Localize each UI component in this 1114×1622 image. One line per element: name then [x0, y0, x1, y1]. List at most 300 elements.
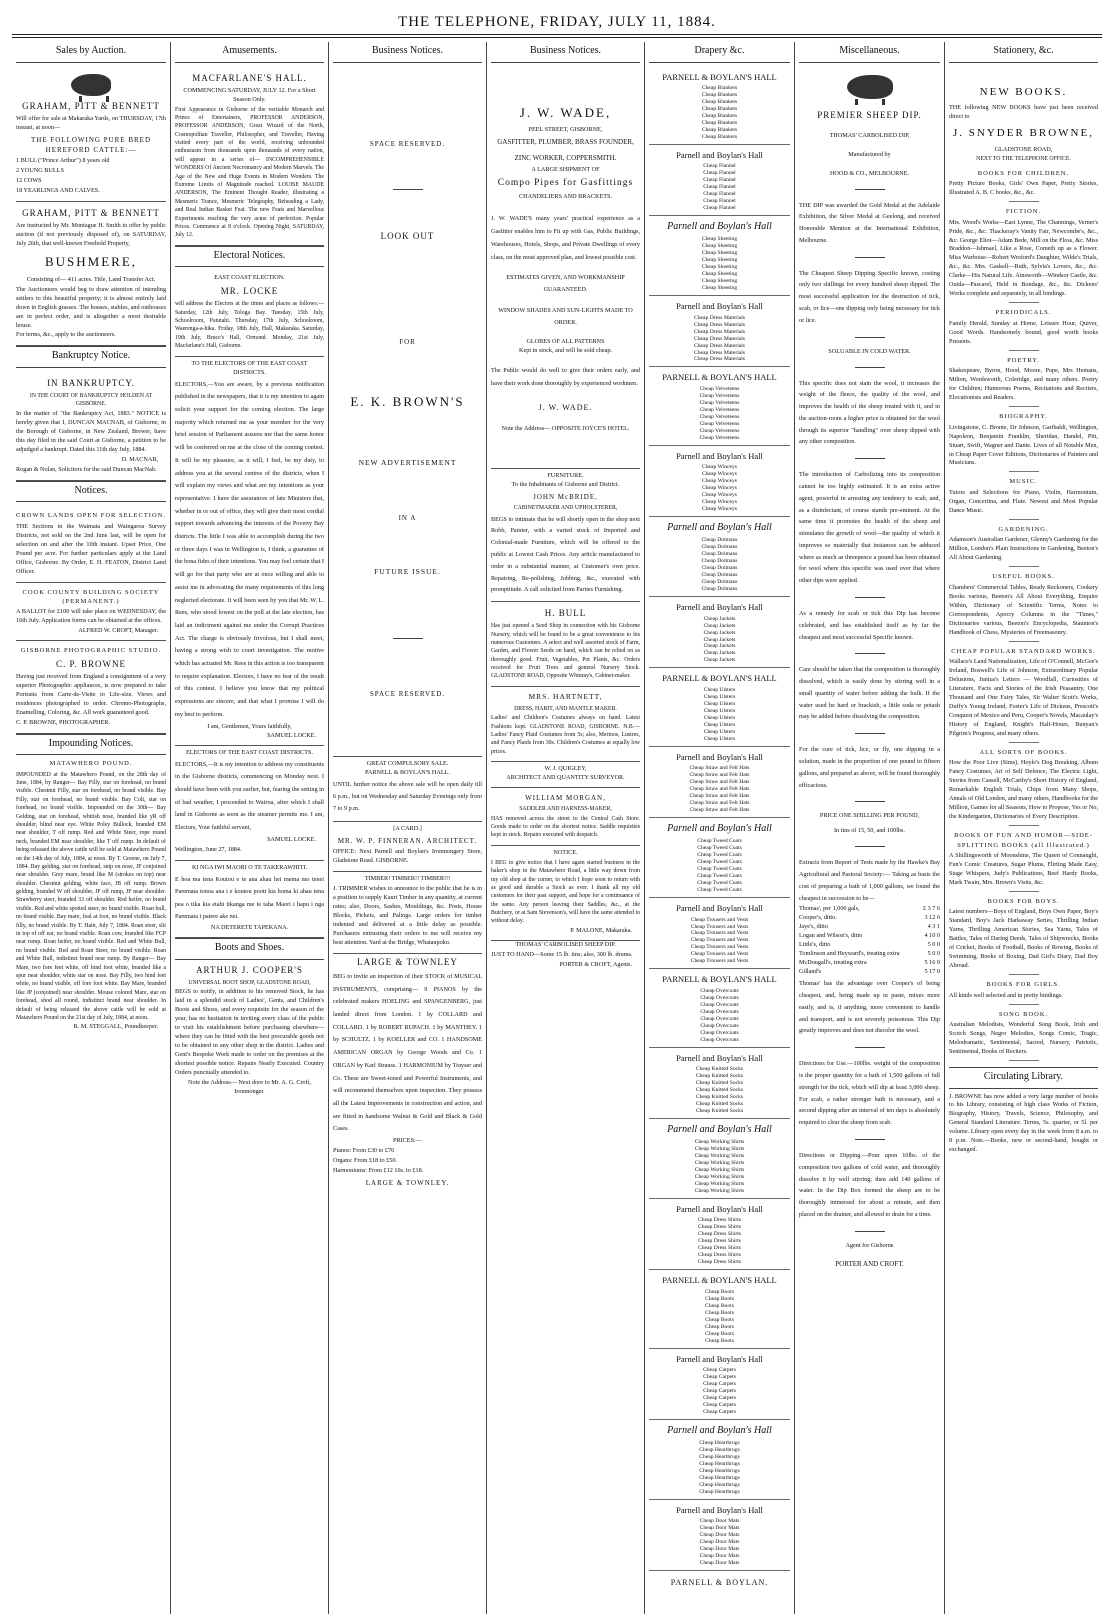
- crown-title: CROWN LANDS OPEN FOR SELECTION.: [16, 512, 166, 520]
- drapery-item: Cheap Jackets: [703, 636, 736, 643]
- book-section-head: PERIODICALS.: [995, 309, 1052, 317]
- book-section-text: How the Poor Live (Sims), Hoyle's Dog Breaking, Album Fancy Costumes, Art of Self Defence, The Electric Light, Stories from Cassell, McCarthy's Short History of England, Remarkable English Trials, Chips from Many Shops, Annals of Old London, and many others, Handbooks for the Million, Games for all Seasons, How to Propose, Yes or No, the Kindergarten, Dictionaries of Every Description.: [949, 759, 1099, 821]
- misc-p5: As a remedy for scab or tick this Dip has become celebrated, and has established itself as by far the cheapest and most successful Specific known.: [799, 610, 940, 641]
- drapery-item: Cheap Velveteens: [699, 399, 740, 406]
- boots-addr: Note the Address— Next door to Mr. A. G. Croft, Ironmonger.: [188, 1079, 311, 1096]
- drapery-item: Cheap Velveteens: [699, 385, 740, 392]
- misc-p7: For the cure of tick, lice, or fly, one dipping in a solution, made in the proportion of one pound to fifteen gallons, and prepared as above, will be found thoroughly efficacious.: [799, 746, 940, 789]
- drapery-item: Cheap Tweed Coats: [697, 873, 742, 880]
- sale-text: UNTIL further notice the above sale will be open daily till 6 p.m., but on Wednesday and Saturday Evenings only from 7 to 9 p.m.: [333, 780, 482, 813]
- book-section-text: Tutors and Selections for Piano, Violin, Harmonium, Organ, Concertina, and Flute. Newest and Most Popular Dance Music.: [949, 488, 1098, 514]
- drapery-item: Cheap Hearthrugs: [699, 1447, 740, 1454]
- drapery-item: Cheap Door Mats: [699, 1518, 740, 1525]
- drapery-block: [649, 296, 790, 367]
- book-section-head: USEFUL BOOKS.: [992, 573, 1055, 581]
- wade-text: J. W. WADE'S many years' practical experience as a Gasfitter enables him to Fit up with Gas, Public Buildings, Warehouses, Hotels, Shops, and Private Dwellings of every class, on the most approved plan, and lowest possible cost.: [491, 214, 640, 261]
- lt-sig: LARGE & TOWNLEY.: [365, 1178, 450, 1187]
- drapery-item: Cheap Jackets: [703, 629, 736, 636]
- cost-table-label: McDougall's, treating extra: [799, 959, 867, 967]
- wade-sig: J. W. WADE.: [538, 402, 593, 412]
- misc-p6: Care should be taken that the composition is thoroughly dissolved, which is easily done by stirring well in a small quantity of water before adding the bulk. If the water used be hard or brackish, a little soda or potash may be added before dissolving the composition.: [799, 666, 940, 721]
- misc-agent-name: PORTER AND CROFT.: [835, 1259, 904, 1268]
- drapery-item: Cheap Flannel: [703, 169, 736, 176]
- drapery-item: Cheap Knitted Socks: [695, 1093, 744, 1100]
- drapery-item: Cheap Dolmans: [701, 558, 738, 565]
- drapery-item: Cheap Winceys: [702, 491, 737, 498]
- dip-text: JUST TO HAND—Some 15 lb. tins; also, 300 lb. drums.: [491, 950, 633, 958]
- drapery-item: Cheap Boots: [705, 1316, 734, 1323]
- large-townley-ad: [333, 956, 482, 1188]
- drapery-item: Cheap Ulsters: [703, 728, 736, 735]
- drapery-title: Parnell and Boylan's Hall: [667, 1424, 772, 1436]
- photo-sig: C. P. BROWNE, PHOTOGRAPHER.: [16, 718, 110, 726]
- drapery-item: Cheap Sheeting: [701, 278, 738, 285]
- drapery-item: Cheap Winceys: [702, 477, 737, 484]
- drapery-item: Cheap Dolmans: [701, 579, 738, 586]
- drapery-item: Cheap Carpets: [703, 1408, 736, 1415]
- drapery-item: Cheap Door Mats: [699, 1546, 740, 1553]
- sale-sub: PARNELL & BOYLAN'S HALL.: [365, 768, 450, 776]
- drapery-block: [649, 67, 790, 145]
- drapery-item: Cheap Flannel: [703, 163, 736, 169]
- drapery-title: Parnell and Boylan's Hall: [667, 1123, 772, 1135]
- misc-tins: In tins of 15, 50, and 100lbs.: [834, 827, 905, 835]
- furniture-ad: [491, 469, 640, 602]
- drapery-item: Cheap Velveteens: [699, 392, 740, 399]
- cost-table-label: Tomlinson and Heyward's, treating extra: [799, 950, 900, 958]
- book-section-text: Latest numbers—Boys of England, Boys Own Paper, Boy's Standard, Boy's Jack Harkaway Series, Thrilling Indian Yarns, Thrilling American Stories, Sea Yarns, Tales of Battles, Tales of Daring Deeds, Tales of Shipwrecks, Books of Cricket, Books of Football, Books of Rowing, Books of Swimming, Books of Boxing, Dad Girl's Diary, Dad Boy Abroad.: [949, 908, 1098, 970]
- hall-text: First Appearance in Gisborne of the veritable Monarch and Prince of Entertainers, PROFESSOR ANDERSON, PROFESSOR ANDERSON, Great Wizard of the North, Cosmopolitan Traveller, Philosopher, and Traveller, Having visited every part of the world, receiving unbounded enthusiasm from thousands upon thousands of every nation, will appear in a series of— INCOMPREHENSIBLE WONDERS Of Ancient Necromancy and Modern Marvels. The Age of the New and Huge Events in Modern Wonders. The Extreme Limits of Magnitude reached. LOUISE MAUDE ANDERSON, The Eminent Thought Reader, illustrating a Mesmeric Trance, Mesmeric Telegraphy, Beheading a Lady, and Real Indian Basket Feat. The new Feats and Marvellous Experiments reaching the very acme of perfection. Popular Prices. Commence at 8 o'clock. Opening Night, SATURDAY, July 12.: [175, 106, 324, 239]
- drapery-item: Cheap Knitted Socks: [695, 1100, 744, 1107]
- auction-ad: [16, 67, 166, 202]
- dip-title: THOMAS' CARBOLISED SHEEP DIP.: [515, 940, 616, 948]
- drapery-item: Cheap Boots: [705, 1337, 734, 1344]
- electors2-text: ELECTORS,—It is my intention to address my constituents in the Gisborne districts, commencing on Monday next. I should have been with you earlier, but, fearing the setting in of bad weather, I proceeded to Wairoa, after which I shall land in Gisborne as soon as the steamer permits me. I am, Electors, Your faithful servant,: [175, 760, 324, 832]
- drapery-title: Parnell and Boylan's Hall: [676, 602, 763, 613]
- cook-text: A BALLOT for £100 will take place on WEDNESDAY, the 16th July. Application forms can be obtained at the offices.: [16, 608, 166, 625]
- electors-close: I am, Gentlemen, Yours faithfully,: [207, 722, 292, 730]
- drapery-title: PARNELL & BOYLAN'S HALL: [662, 372, 777, 383]
- drapery-item: Cheap Dress Materials: [694, 349, 745, 356]
- book-section-head: BOOKS OF FUN AND HUMOR—SIDE-SPLITTING BOOKS (all Illustrated.): [954, 832, 1093, 849]
- drapery-item: Cheap Dress Materials: [694, 328, 745, 335]
- drapery-item: Cheap Overcoats: [700, 1036, 739, 1043]
- maori-title: KI NGA IWI MAORI O TE TAKERAWHITI.: [191, 863, 308, 871]
- drapery-block: [649, 898, 790, 969]
- section-divider: [1009, 302, 1039, 303]
- cook-sig: ALFRED W. CROFT, Manager.: [78, 627, 158, 635]
- section-divider: [1009, 742, 1039, 743]
- drapery-item: Cheap Carpets: [703, 1380, 736, 1387]
- drapery-item: Cheap Straw and Felt Hats: [689, 778, 750, 785]
- book-section-text: Shakespeare, Byron, Hood, Moore, Pope, Mrs Hemans, Milton, Wordsworth, Coleridge, and many others. Poetry for Children; Humorous Poems, Recitations and Reciters, Elocutionists and Readers.: [949, 367, 1098, 402]
- section-divider: [1009, 825, 1039, 826]
- impound-sig: R. M. STEGGALL, Poundkeeper.: [73, 1023, 158, 1031]
- library-text: J. BROWNE has now added a very large number of books to his Library, consisting of high class Works of Fiction, Biography, History, Travels, Science, Philosophy, and General Standard Literature. Terms, 5s. quarter, or 5l. per volume. Library open every day in the week from 8 a.m. to 8 p.m. Note.—Books, new or second-hand, bought or exchanged.: [949, 1092, 1098, 1154]
- stationery-name: J. SNYDER BROWNE,: [953, 127, 1094, 140]
- drapery-item: Cheap Dress Materials: [694, 335, 745, 342]
- drapery-item: Cheap Tweed Coats: [697, 859, 742, 866]
- drapery-item: Cheap Ulsters: [703, 707, 736, 714]
- drapery-item: Cheap Dress Shirts: [698, 1238, 741, 1245]
- cost-table-value: 5 16 0: [924, 959, 940, 967]
- wade-public: The Public would do well to give their orders early, and have their work done thoroughly by experienced workmen.: [491, 366, 640, 387]
- section-divider: [1009, 1060, 1039, 1061]
- electors-text: ELECTORS,—You are aware, by a previous notification published in the newspapers, that it is my intention to again solicit your support for the coming election. The large majority which returned me as your member for the very brief session of Parliament assures me that the same honor will be conferred on me at the close of the coming contest. It will be my pleasure, as it will, I feel, be my duty, to address you at the several centres of the districts, when I will explain my views and what are my intentions as your representative. I have the assurances of late Ministers that, whether in or out of office, they will give their most cordial support towards advancing the interests of the Poverty Bay districts. The little I was able to accomplish during the two or three days I was in Wellington is, I think, a guarantee of the bona fides of their intentions. You may feel certain that I will go for that party who are at once willing and able to assist me in advocating the many requirements of this long neglected electorate. It will been seen by you that Mr. W. L. Rees, who stood lowest on the poll at the late election, has laid an indictment against me under the Corrupt Practices Act. The charge is obviously frivolous, but I shall meet, having a strong wish to court investigation. The motive which has actuated Mr. Rees in this action is too transparent to require explanation. Electors, I have no fear of the result of this contest. I believe you know that my political expressions are sincere, and that what I promise I will do my best to perform.: [175, 380, 324, 718]
- drapery-item: Cheap Dolmans: [701, 537, 738, 544]
- book-section-text: Family Herald, Sunday at Home, Leisure Hour, Quiver, Good Words. Handsomely bound, good worth books Presents.: [949, 319, 1098, 345]
- lot-item: 18 YEARLINGS AND CALVES.: [16, 186, 100, 194]
- drapery-item: Cheap Sheeting: [701, 285, 738, 292]
- drapery-item: Cheap Blankets: [701, 98, 738, 105]
- lt-text: BEG to invite an inspection of their STOCK of MUSICAL INSTRUMENTS, comprising— 9 PIANOS by the celebrated makers HOELING and SPANGENBERG, just landed direct from London. 1 by COLLARD and COLLARD. 1 by ROBERT RUPACH. 1 by MANTHEY. 1 by SCHULTZ. 1 by KOELLER and CO. 1 HANDSOME AMERICAN ORGAN by George Woods and Co. 1 ORGAN by Karl Strauss. 1 HARMONIUM by Trayser and Co. These are Sweet-toned and Powerful Instruments, and will recommend themselves upon inspection. They possess all the Latest Improvements in construction and action, and are fitted in handsome Walnut & Gold and Black & Gold Cases.: [333, 972, 482, 1133]
- section-divider: [1009, 406, 1039, 407]
- notice-title: NOTICE.: [553, 848, 578, 856]
- drapery-item: Cheap Door Mats: [699, 1539, 740, 1546]
- drapery-item: Cheap Working Shirts: [694, 1139, 745, 1146]
- bankruptcy-sol: Rogan & Nolan, Solicitors for the said Duncan MacNab.: [16, 465, 157, 473]
- drapery-item: Cheap Dress Materials: [694, 321, 745, 328]
- drapery-block: [649, 1349, 790, 1420]
- cost-table-value: 3 12 6: [924, 914, 940, 922]
- property-sub: Consisting of— 411 acres. Title, Land Transfer Act.: [26, 275, 156, 283]
- misc-p9: Thomas' has the advantage over Cooper's of being cheapest, and, being made up in paste, mixes more easily, and is, if anything, more convenient to handle and transport, and is not severely poisonous. This Dip greatly improves and does not discolor the wool.: [799, 980, 940, 1035]
- drapery-item: Cheap Dress Shirts: [698, 1252, 741, 1259]
- bull-illustration-icon: [71, 74, 111, 96]
- cost-table-label: Jaye's, ditto: [799, 923, 828, 931]
- misc-price: PRICE ONE SHILLING PER POUND,: [819, 812, 920, 820]
- sheep-illustration-icon: [847, 75, 893, 99]
- book-section-text: Pretty Picture Books, Girls' Own Paper, Pretty Stories, Illustrated A. B. C books, &c., &c.: [949, 180, 1098, 197]
- drapery-item: Cheap Dress Materials: [694, 314, 745, 321]
- drapery-item: Cheap Tweed Coats: [697, 845, 742, 852]
- drapery-title: Parnell and Boylan's Hall: [676, 149, 763, 160]
- hall-date: COMMENCING SATURDAY, JULY 12. For a Short Season Only.: [183, 86, 316, 103]
- wade-ship: A LARGE SHIPMENT OF: [531, 166, 600, 174]
- cost-table-row: [799, 968, 940, 977]
- cost-table-value: £ 3 7 6: [922, 905, 940, 913]
- drapery-item: Cheap Boots: [705, 1288, 734, 1295]
- drapery-item: Cheap Trousers and Vests: [690, 944, 749, 951]
- quigley-sub: ARCHITECT AND QUANTITY SURVEYOR.: [506, 774, 625, 782]
- book-section-head: BOOKS FOR CHILDREN.: [977, 169, 1070, 177]
- cost-table-row: [799, 932, 940, 941]
- drapery-item: Cheap Dress Shirts: [698, 1259, 741, 1266]
- drapery-item: Cheap Dress Materials: [694, 356, 745, 363]
- drapery-block: [649, 446, 790, 517]
- bankruptcy-sig: D. MACNAB,: [121, 455, 158, 463]
- boots-ad: [175, 964, 324, 1097]
- lot-item: 1 BULL ("Prince Arthur") 8 years old: [16, 156, 110, 164]
- drapery-item: Cheap Jackets: [703, 657, 736, 664]
- drapery-item: Cheap Carpets: [703, 1373, 736, 1380]
- drapery-item: Cheap Knitted Socks: [695, 1065, 744, 1072]
- book-section-head: FICTION.: [1005, 208, 1042, 216]
- book-section-head: GARDENING.: [998, 525, 1049, 533]
- drapery-item: Cheap Carpets: [703, 1401, 736, 1408]
- book-sections: [949, 169, 1098, 1061]
- wade-window: WINDOW SHADES AND SUN-LIGHTS MADE TO ORDER.: [498, 306, 633, 327]
- misc-maker: HOOD & CO., MELBOURNE.: [829, 169, 910, 177]
- cost-table-row: [799, 923, 940, 932]
- column-head: Miscellaneous.: [799, 42, 940, 63]
- cost-table-value: 5 17 0: [924, 968, 940, 976]
- drapery-block: [649, 1119, 790, 1199]
- drapery-item: Cheap Dress Shirts: [698, 1231, 741, 1238]
- drapery-item: Cheap Carpets: [703, 1394, 736, 1401]
- boots-sub: UNIVERSAL BOOT SHOP, GLADSTONE ROAD,: [188, 979, 311, 986]
- section-divider: [1009, 471, 1039, 472]
- drapery-block: [649, 969, 790, 1047]
- drapery-item: Cheap Working Shirts: [694, 1174, 745, 1181]
- stationery-road: GLADSTONE ROAD,: [994, 146, 1053, 154]
- drapery-item: Cheap Trousers and Vests: [690, 923, 749, 930]
- drapery-item: Cheap Overcoats: [700, 994, 739, 1001]
- drapery-item: Cheap Straw and Felt Hats: [689, 764, 750, 771]
- drapery-item: Cheap Flannel: [703, 204, 736, 211]
- electors-letter: [175, 357, 324, 746]
- drapery-block: [649, 818, 790, 898]
- drapery-item: Cheap Winceys: [702, 470, 737, 477]
- book-section-text: Wallace's Land Nationalization, Life of O'Connell, McGee's Ireland, Boswell's Life of Johnson, Extraordinary Popular Delusions, Junius's Letters — Woodfall, Curiosities of Literature, Facts and Stories of the Irish Peasantry, One Thousand and One Fairy Tales, Sir Walter Scott's Works, Duffy's Young Ireland, Foster's Life of Dickens, Prescott's Conquest of Mexico and Peru, Cooper's Novels, Macaulay's History of England, Knight's Half-Hours, Bunyan's Pilgrim's Progress, and many others.: [949, 657, 1098, 737]
- drapery-item: Cheap Boots: [705, 1302, 734, 1309]
- drapery-item: Cheap Sheeting: [701, 264, 738, 271]
- drapery-title: Parnell and Boylan's Hall: [676, 903, 763, 914]
- column-head: Business Notices.: [333, 42, 482, 63]
- drapery-title: Parnell and Boylan's Hall: [676, 301, 763, 312]
- drapery-item: Cheap Ulsters: [703, 721, 736, 728]
- wade-chandeliers: CHANDELIERS AND BRACKETS.: [519, 192, 612, 200]
- cost-table-row: [799, 914, 940, 923]
- notice-text: I BEG to give notice that I have again started business in the baker's shop in the Matawhero Road, a little way down from my old shop at the corner, to which I hope soon to return with as good and durable a Stock as ever. I thank all my old customers for their past support, and hope for a continuance of the same. Any person leaving their Saddles, &c., at the Butchery, or at Sam Stevenson's, will have the same attended to without delay.: [491, 859, 640, 925]
- drapery-item: Cheap Knitted Socks: [695, 1086, 744, 1093]
- finneran-text: OFFICE: Next Parnell and Boylan's Ironmongery Store, Gladstone Road. GISBORNE.: [333, 848, 482, 864]
- masthead-rule-2: [12, 37, 1102, 38]
- photo-name: C. P. BROWNE: [55, 658, 126, 669]
- cost-table-row: [799, 905, 940, 914]
- stationery-intro: THE following NEW BOOKS have just been received direct to: [949, 104, 1098, 121]
- drapery-item: Cheap Sheeting: [701, 271, 738, 278]
- wade-ad: [491, 67, 640, 470]
- drapery-item: Cheap Flannel: [703, 197, 736, 204]
- furn-head: FURNITURE.: [547, 472, 584, 480]
- drapery-block: [649, 145, 790, 216]
- drapery-block: [649, 597, 790, 668]
- column-head: Amusements.: [175, 42, 324, 63]
- drapery-item: Cheap Dolmans: [701, 565, 738, 572]
- price-line: Organs: From £18 to £50.: [333, 1157, 397, 1165]
- future-issue: FUTURE ISSUE.: [374, 566, 441, 576]
- quigley: W. J. QUIGLEY,: [544, 765, 587, 773]
- drapery-block: [649, 517, 790, 597]
- cost-table: [799, 905, 940, 977]
- impound-title: MATAWHERO POUND.: [49, 760, 133, 768]
- drapery-item: Cheap Tweed Coats: [697, 866, 742, 873]
- drapery-item: Cheap Hearthrugs: [699, 1440, 740, 1447]
- drapery-item: Cheap Door Mats: [699, 1553, 740, 1560]
- book-section-head: MUSIC.: [1009, 478, 1038, 486]
- new-advertisement: NEW ADVERTISEMENT: [358, 457, 457, 467]
- photo-text: Having just received from England a consignment of a very superior Photographic appliances, is now prepared to take Portraits from Carte-de-Visite to Life-size. Views and residences photographed to order. Chromo-Photographs, Enamelling, Coloring, &c. All work guaranteed good.: [16, 672, 166, 716]
- book-section-head: BOOKS FOR GIRLS.: [986, 981, 1061, 989]
- notice-sig: P. MALONE, Makaraka.: [570, 926, 632, 934]
- book-section-text: Chambers' Commercial Tables, Ready Reckoners, Cookery Books various, Beeton's All About Everything, Enquire Within, Dictionary of Scientific Terms, Notes to Correspondents, Apocry Columns in the "Times," Dictionaries various, Beeton's Encyclopedia, Staunton's Handbook of Chess, Mysteries of Freemasonry.: [949, 583, 1098, 636]
- space-reserved-2: SPACE RESERVED.: [369, 689, 446, 698]
- drapery-title: Parnell and Boylan's Hall: [676, 1353, 763, 1364]
- ek-brown: E. K. BROWN'S: [350, 393, 465, 409]
- sale-ad: [333, 757, 482, 822]
- drapery-item: Cheap Blankets: [701, 84, 738, 91]
- crown-text: THE Sections in the Waimata and Waingaroa Survey Districts, not sold on the 2nd June last, will be open for selection on and after the 10th instant. Upset Price, One Pound per acre. For further particulars apply at the Land Office, Gisborne. By Order, E. H. FEATON, District Land Officer.: [16, 522, 166, 575]
- book-section-head: BOOKS FOR BOYS.: [987, 897, 1060, 905]
- locke-name: MR. LOCKE: [220, 286, 279, 297]
- misc-p10: Directions for Use.—100lbs. weight of the composition is the proper quantity for a bath of 1,500 gallons of full strength for the tick, which will dip at least 3,000 sheep. For scab, a rather stronger bath is necessary, and a second dipping after an interval of ten days is absolutely required to clear the sheep from scab.: [799, 1060, 940, 1127]
- boots-text: BEGS to notify, in addition to his removed Stock, he has laid in a splendid stock of Ladies', Gents, and Children's Boots and Shoes, and every requisite for the season of the year, has no hesitation in inviting every class of the public to visit his establishment before purchasing elsewhere—where they can be fitted with the best procurable goods not to be obtained in any other shop in the district. Ladies and Gent's Bespoke Work made to order on the premises at the shortest possible notice. Repairs Neatly Executed. Country Orders punctually attended to.: [175, 988, 324, 1077]
- maori-sig: NA DETERETE TAPEKANA.: [210, 924, 289, 932]
- price-line: Harmoniums: From £12 10s. to £18.: [333, 1167, 424, 1174]
- drapery-item: Cheap Velveteens: [699, 413, 740, 420]
- wade-estimates: ESTIMATES GIVEN, AND WORKMANSHIP GUARANTEED.: [506, 273, 625, 294]
- drapery-block: [649, 1500, 790, 1571]
- library-head: Circulating Library.: [949, 1067, 1098, 1089]
- look-out: LOOK OUT: [380, 230, 435, 241]
- drapery-item: Cheap Flannel: [703, 183, 736, 190]
- drapery-item: Cheap Trousers and Vests: [690, 930, 749, 937]
- drapery-block: [649, 216, 790, 296]
- book-section-text: A Shillingsworth of Moonshine, The Queen of Connaught, Fun's Comic Creatures, Sugar Plums, Flirting Made Easy, Stage Whispers, Judy's Publications, Beef Hardy Books, Mark Twain, Mrs. Brown's Visits, &c.: [949, 851, 1098, 886]
- drapery-item: Cheap Flannel: [703, 176, 736, 183]
- drapery-item: Cheap Overcoats: [700, 1001, 739, 1008]
- drapery-item: Cheap Door Mats: [699, 1532, 740, 1539]
- drapery-title: PARNELL & BOYLAN'S HALL: [662, 1275, 777, 1286]
- misc-p2: The Cheapest Sheep Dipping Specific known, costing only two shillings for every hundred sheep dipped. The most successful application for the destruction of tick, scab, or lice—one dipping only being necessary for tick or lice.: [799, 269, 940, 324]
- furn-to: To the Inhabitants of Gisborne and District.: [511, 481, 620, 489]
- stationery-next: NEXT TO THE TELEPHONE OFFICE.: [976, 156, 1071, 163]
- section-divider: [1009, 1004, 1039, 1005]
- drapery-item: Cheap Ulsters: [703, 700, 736, 707]
- book-section-head: ALL SORTS OF BOOKS.: [979, 748, 1068, 756]
- drapery-item: Cheap Winceys: [702, 484, 737, 491]
- cost-table-label: Cooper's, ditto.: [799, 914, 837, 922]
- drapery-item: Cheap Overcoats: [700, 987, 739, 994]
- drapery-item: Cheap Dress Shirts: [698, 1217, 741, 1224]
- drapery-title: PARNELL & BOYLAN'S HALL: [662, 71, 777, 82]
- drapery-item: Cheap Trousers and Vests: [690, 937, 749, 944]
- drapery-item: Cheap Hearthrugs: [699, 1461, 740, 1468]
- drapery-item: Cheap Tweed Coats: [697, 838, 742, 845]
- misc-agent: Agent for Gisborne: [845, 1241, 894, 1249]
- photo-studio-ad: [16, 641, 166, 733]
- column-head: Stationery, &c.: [949, 42, 1098, 63]
- misc-sub: THOMAS' CARBOLISED DIP,: [829, 131, 910, 139]
- section-divider: [1009, 201, 1039, 202]
- cost-table-label: Logan and Wilson's, ditto: [799, 932, 863, 940]
- drapery-item: Cheap Working Shirts: [694, 1181, 745, 1188]
- book-section-head: POETRY.: [1007, 356, 1040, 364]
- cost-table-value: 5 0 0: [927, 941, 940, 949]
- auction-firm: GRAHAM, PITT & BENNETT: [22, 100, 160, 111]
- drapery-title: PARNELL & BOYLAN'S HALL: [662, 974, 777, 985]
- property-text: Are instructed by Mr. Montague H. Smith to offer by public auction (if not previously disposed of), on SATURDAY, July 26th, that well-known Freehold Property,: [16, 221, 166, 247]
- drapery-item: Cheap Dress Materials: [694, 342, 745, 349]
- column-misc: [794, 42, 944, 1614]
- misc-p4: The introduction of Carbolizing into its composition cannot be too highly estimated. It is an extra active agent, powerful in arresting any tendency to scab, and, as a disinfectant, of course stands pre-eminent. At the same time it promotes the health of the sheep and stimulates the growth of wool—the quality of which it improves so materially that instances can be adduced where as much as threepence a pound has been obtained for wool where this specific was used over that where other dips were applied.: [799, 471, 940, 585]
- drapery-item: Cheap Boots: [705, 1323, 734, 1330]
- hartnett-text: Ladies' and Children's Costumes always on hand. Latest Fashions kept. GLADSTONE ROAD, GISBORNE. N.B.—Ladies' Fancy Plaid Costumes from 5s; also, Merinos, Lustres, and Fancy Plaids from 30s. Children's Costumes at equally low prices.: [491, 715, 640, 755]
- section-divider: [1009, 350, 1039, 351]
- mcbride-text: BEGS to intimate that he will shortly open in the shop next Robb, Painter, with a varied stock of Imported and Colonial-made Furniture, which will be offered to the public at Lowest Cash Prices. Any article manufactured to order in a substantial manner, at Customer's own price. Repairing, Re-polishing, Jobbing, &c., executed with promptitude. A call solicited from Parties Furnishing.: [491, 515, 640, 594]
- bankruptcy-court: IN THE COURT OF BANKRUPTCY HOLDEN AT GISBORNE.: [29, 393, 153, 408]
- drapery-title: Parnell and Boylan's Hall: [667, 822, 772, 834]
- drapery-item: Cheap Boots: [705, 1309, 734, 1316]
- wade-stock: Kept in stock, and will be sold cheap.: [519, 346, 612, 354]
- drapery-item: Cheap Ulsters: [703, 735, 736, 742]
- drapery-item: Cheap Door Mats: [699, 1560, 740, 1567]
- column-head: Sales by Auction.: [16, 42, 166, 63]
- drapery-item: Cheap Overcoats: [700, 1008, 739, 1015]
- drapery-item: Cheap Tweed Coats: [697, 852, 742, 859]
- morgan: WILLIAM MORGAN,: [525, 794, 606, 803]
- architect-card: [333, 822, 482, 872]
- drapery-item: Cheap Dress Shirts: [698, 1245, 741, 1252]
- photo-title: GISBORNE PHOTOGRAPHIC STUDIO.: [20, 647, 162, 655]
- morgan-text: HAS removed across the street to the Central Cash Store. Goods made to order on the shortest notice. Saddle requisites kept in stock. Repairs executed with despatch.: [491, 815, 640, 839]
- hall-name: MACFARLANE'S HALL.: [192, 72, 307, 83]
- impound-text: IMPOUNDED at the Matawhero Pound, on the 28th day of June, 1884, by Ranger— Bay Filly, star on forehead, no brand visible. Chestnut Filly, star on forehead, no brand visible. Bay Filly, star on forehead, no brand visible. Bay Colt, star on forehead, no brand visible. Impounded on the 30th— Bay Gelding, star on forehead, whitish nose, branded like yR off shoulder, blind near eye. White Poley Bullock, branded EM near shoulder, T off rump. Red and White Steer, rope round neck, branded EM near shoulder, like T off rump. In default of being released the above cattle will be sold at Matawhero Pound on the 14th day of July, 1884, at noon. By T. Greene, on July 7, 1884. Bay gelding, star on forehead, snip on nose, JF conjoined near shoulder. Grey mare, brand like M (strokes on top) near shoulder. Chestnut gelding, white face, JB off rump. Brown gelding, branded W off shoulder, JF off rump, JF near shoulder. Strawberry steer, branded 33 off shoulder. Red heifer, no brand visible. Red and white spotted steer, no brand visible. Roan bull, no brand visible. Bay mare, foal at foot, no brand visible. Black filly, no brand visible. By T. Hain, July 7, 1884. Roan steer, slit in top of off ear, no brand visible. Roan cow, branded like FCP near rump. Roan heifer, no brand visible. Red and White Bull, no brand visible. Red and Roan Steer, no brand visible. Roan and White Bull, indistinct brand near rump. By Ranger— Bay Mare, two fore feet white, off hind foot white, branded like a spur near shoulder, white star on nose. Bay Filly, two hind feet white, no brand visible, off fore foot white. Bay Mare, branded like JP (conjoined) near shoulder. Mouse colored Mare, star on forehead, shod all round, indistinct brand near shoulder. In default of being released the above cattle will be sold at Matawhero Pound on the 21st day of July, 1884, at noon.: [16, 771, 166, 1021]
- bull-name: H. BULL: [544, 608, 587, 619]
- section-divider: [1009, 519, 1039, 520]
- property-firm: GRAHAM, PITT & BENNETT: [22, 207, 160, 218]
- new-books-title: NEW BOOKS.: [979, 85, 1068, 98]
- impound-notice: [16, 759, 166, 1032]
- drapery-block: [649, 1199, 790, 1270]
- drapery-item: Cheap Boots: [705, 1330, 734, 1337]
- drapery-item: Cheap Jackets: [703, 622, 736, 629]
- column-head: Business Notices.: [491, 42, 640, 63]
- drapery-item: Cheap Sheeting: [701, 250, 738, 257]
- electors2-sig: SAMUEL LOCKE.: [267, 835, 316, 843]
- drapery-item: Cheap Carpets: [703, 1366, 736, 1373]
- drapery-item: Cheap Ulsters: [703, 686, 736, 693]
- drapery-item: Cheap Hearthrugs: [699, 1489, 740, 1496]
- bankruptcy-title: IN BANKRUPTCY.: [47, 377, 135, 388]
- drapery-item: Cheap Dolmans: [701, 551, 738, 558]
- drapery-title: Parnell and Boylan's Hall: [676, 1505, 763, 1516]
- drapery-item: Cheap Ulsters: [703, 693, 736, 700]
- drapery-title: Parnell and Boylan's Hall: [676, 1052, 763, 1063]
- sale-title: GREAT COMPULSORY SALE.: [366, 759, 449, 767]
- drapery-item: Cheap Blankets: [701, 119, 738, 126]
- drapery-block: [649, 1420, 790, 1500]
- morgan-sub: SADDLER AND HARNESS-MAKER,: [519, 806, 612, 813]
- cost-table-label: Little's, ditto: [799, 941, 831, 949]
- cook-title: COOK COUNTY BUILDING SOCIETY (PERMANENT.): [22, 588, 160, 605]
- property-ad: [16, 202, 166, 347]
- drapery-item: Cheap Blankets: [701, 112, 738, 119]
- drapery-item: Cheap Working Shirts: [694, 1160, 745, 1167]
- drapery-item: Cheap Working Shirts: [694, 1167, 745, 1174]
- misc-p1: THE DIP was awarded the Gold Medal at the Adelaide Exhibition, the Silver Medal at Geelong, and received Honorable Mention at the International Exhibition, Melbourne.: [799, 201, 940, 244]
- electors2-date: Wellington, June 27, 1884.: [175, 845, 242, 853]
- book-section-head: BIOGRAPHY.: [999, 413, 1048, 421]
- bull-ad: [491, 602, 640, 687]
- lot-item: 2 YOUNG BULLS: [16, 166, 64, 174]
- drapery-block: [649, 1048, 790, 1119]
- drapery-title: Parnell and Boylan's Hall: [676, 751, 763, 762]
- masthead-rule: [12, 34, 1102, 35]
- drapery-item: Cheap Working Shirts: [694, 1188, 745, 1195]
- book-section-text: Adamson's Australian Gardener, Glenny's Gardening for the Million, London's Plain Instructions in Gardening, Beeton's All About Gardening.: [949, 536, 1098, 562]
